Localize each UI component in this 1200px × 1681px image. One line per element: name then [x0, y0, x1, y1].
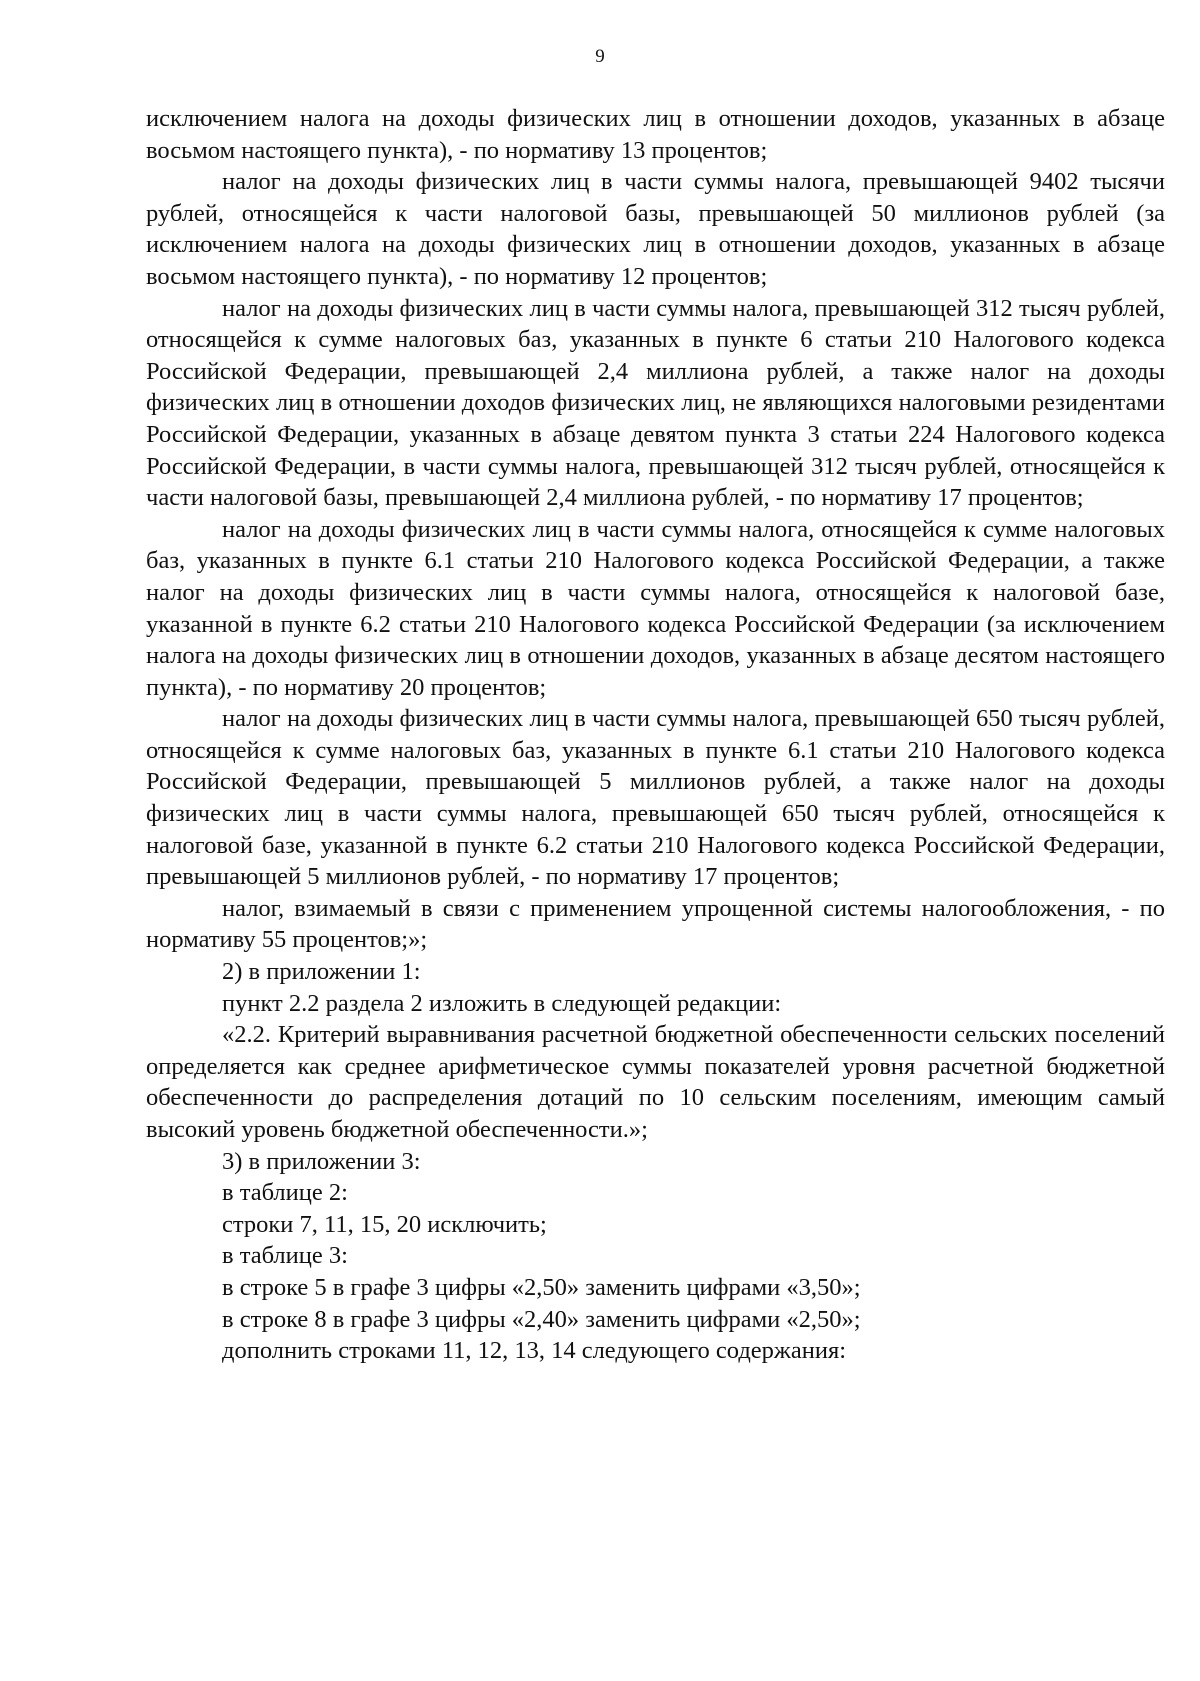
paragraph-ndfl-17-percent-high: налог на доходы физических лиц в части суммы налога, превышающей 650 тысяч рублей, относящейся к сумме налоговых баз, указанных в пункте 6.1 статьи 210 Налогового кодекса Российской Федерации, превышающей 5 миллионов рублей, а также налог на доходы физических лиц в части суммы налога, превышающей 650 тысяч рублей, относящейся к налоговой базе, указанной в пункте 6.2 статьи 210 Налогового кодекса Российской Федерации, превышающей 5 миллионов рублей, - по нормативу 17 процентов; [146, 705, 1165, 891]
list-item-row-5: в строке 5 в графе 3 цифры «2,50» заменить цифрами «3,50»; [222, 1273, 861, 1301]
paragraph-usn-55-percent: налог, взимаемый в связи с применением упрощенной системы налогообложения, - по нормативу 55 процентов;»; [146, 894, 1165, 954]
list-item-appendix-1: 2) в приложении 1: [222, 958, 421, 986]
list-item-add-rows: дополнить строками 11, 12, 13, 14 следующего содержания: [222, 1337, 847, 1365]
document-body [146, 103, 1165, 1367]
list-item-table-3: в таблице 3: [222, 1242, 348, 1270]
paragraph-continuation: исключением налога на доходы физических лиц в отношении доходов, указанных в абзаце восьмом настоящего пункта), - по нормативу 13 процентов; [146, 105, 1165, 164]
paragraph-ndfl-17-percent: налог на доходы физических лиц в части суммы налога, превышающей 312 тысяч рублей, относящейся к сумме налоговых баз, указанных в пункте 6 статьи 210 Налогового кодекса Российской Федерации, превышающей 2,4 миллиона рублей, а также налог на доходы физических лиц в отношении доходов физических лиц, не являющихся налоговыми резидентами Российской Федерации, указанных в абзаце девятом пункта 3 статьи 224 Налогового кодекса Российской Федерации, в части суммы налога, превышающей 312 тысяч рублей, относящейся к части налоговой базы, превышающей 2,4 миллиона рублей, - по нормативу 17 процентов; [146, 294, 1165, 512]
list-item-table-2: в таблице 2: [222, 1179, 348, 1207]
paragraph-ndfl-20-percent: налог на доходы физических лиц в части суммы налога, относящейся к сумме налоговых баз, указанных в пункте 6.1 статьи 210 Налогового кодекса Российской Федерации, а также налог на доходы физических лиц в части суммы налога, относящейся к налоговой базе, указанной в пункте 6.2 статьи 210 Налогового кодекса Российской Федерации (за исключением налога на доходы физических лиц в отношении доходов, указанных в абзаце десятом настоящего пункта), - по нормативу 20 процентов; [146, 515, 1165, 701]
list-item-row-8: в строке 8 в графе 3 цифры «2,40» заменить цифрами «2,50»; [222, 1305, 861, 1333]
list-item-section-2-2: пункт 2.2 раздела 2 изложить в следующей редакции: [222, 989, 782, 1017]
paragraph-ndfl-12-percent: налог на доходы физических лиц в части суммы налога, превышающей 9402 тысячи рублей, относящейся к части налоговой базы, превышающей 50 миллионов рублей (за исключением налога на доходы физических лиц в отношении доходов, указанных в абзаце восьмом настоящего пункта), - по нормативу 12 процентов; [146, 168, 1165, 290]
list-item-exclude-rows: строки 7, 11, 15, 20 исключить; [222, 1210, 547, 1238]
paragraph-quote-2-2: «2.2. Критерий выравнивания расчетной бюджетной обеспеченности сельских поселений определяется как среднее арифметическое суммы показателей уровня расчетной бюджетной обеспеченности до распределения дотаций по 10 сельским поселениям, имеющим самый высокий уровень бюджетной обеспеченности.»; [146, 1021, 1165, 1143]
list-item-appendix-3: 3) в приложении 3: [222, 1147, 421, 1175]
page-number: 9 [595, 46, 605, 67]
